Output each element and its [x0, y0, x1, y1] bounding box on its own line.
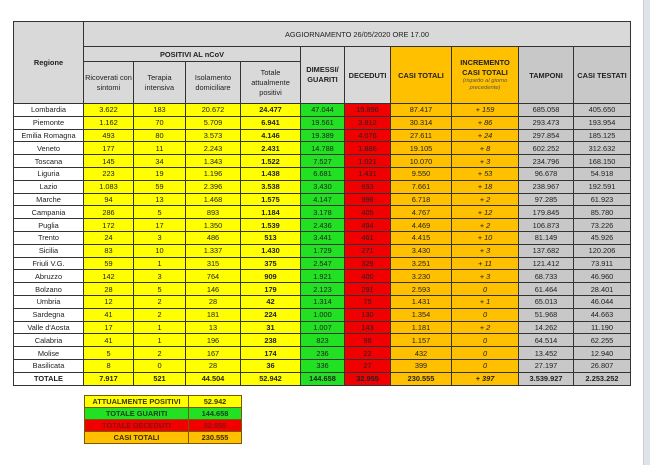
cell-casi-totali: 3.251	[391, 257, 452, 270]
cell-terapia: 13	[134, 193, 186, 206]
cell-regione: Lazio	[14, 180, 84, 193]
cell-ricoverati: 94	[84, 193, 134, 206]
cell-ricoverati: 493	[84, 129, 134, 142]
cell-tamponi: 106.873	[519, 219, 574, 232]
table-row	[14, 142, 631, 155]
cell-totale-positivi: 224	[241, 308, 301, 321]
cell-casi-testati: 168.150	[574, 155, 631, 168]
cell-isolamento: 2.396	[186, 180, 241, 193]
summary-value: 144.658	[189, 408, 242, 420]
cell-casi-testati: 46.044	[574, 295, 631, 308]
cell-deceduti: 1.431	[345, 167, 391, 180]
cell-dimessi: 2.123	[301, 283, 345, 296]
cell-isolamento: 764	[186, 270, 241, 283]
cell-incremento: + 397	[452, 372, 519, 385]
cell-isolamento: 20.672	[186, 104, 241, 117]
cell-tamponi: 61.464	[519, 283, 574, 296]
cell-tamponi: 3.539.927	[519, 372, 574, 385]
cell-terapia: 521	[134, 372, 186, 385]
table-row	[14, 257, 631, 270]
cell-casi-testati: 193.954	[574, 116, 631, 129]
cell-ricoverati: 59	[84, 257, 134, 270]
summary-row	[85, 396, 242, 408]
cell-casi-totali: 19.105	[391, 142, 452, 155]
cell-ricoverati: 17	[84, 321, 134, 334]
cell-isolamento: 1.468	[186, 193, 241, 206]
header-regione: Regione	[14, 22, 84, 104]
cell-tamponi: 238.967	[519, 180, 574, 193]
cell-deceduti: 405	[345, 206, 391, 219]
header-ricoverati: Ricoverati con sintomi	[84, 62, 134, 104]
cell-totale-positivi: 238	[241, 334, 301, 347]
header-positivi-group: POSITIVI AL nCoV	[84, 47, 301, 62]
cell-casi-testati: 62.255	[574, 334, 631, 347]
cell-casi-totali: 1.157	[391, 334, 452, 347]
summary-box	[84, 395, 242, 444]
summary-label: TOTALE GUARITI	[85, 408, 189, 420]
header-incremento-note: (rispetto al giorno precedente)	[462, 78, 508, 91]
cell-tamponi: 137.682	[519, 244, 574, 257]
cell-isolamento: 28	[186, 359, 241, 372]
cell-totale-positivi: 1.184	[241, 206, 301, 219]
update-title: AGGIORNAMENTO 26/05/2020 ORE 17.00	[84, 22, 631, 47]
header-incremento	[452, 47, 519, 104]
cell-isolamento: 1.343	[186, 155, 241, 168]
cell-regione: Veneto	[14, 142, 84, 155]
cell-casi-totali: 3.230	[391, 270, 452, 283]
cell-dimessi: 19.561	[301, 116, 345, 129]
cell-tamponi: 179.845	[519, 206, 574, 219]
cell-deceduti: 1.021	[345, 155, 391, 168]
cell-incremento: + 11	[452, 257, 519, 270]
cell-incremento: + 3	[452, 270, 519, 283]
cell-isolamento: 1.350	[186, 219, 241, 232]
cell-dimessi: 3.441	[301, 231, 345, 244]
cell-deceduti: 996	[345, 193, 391, 206]
cell-regione: Molise	[14, 347, 84, 360]
header-tamponi: TAMPONI	[519, 47, 574, 104]
cell-tamponi: 297.854	[519, 129, 574, 142]
cell-incremento: + 18	[452, 180, 519, 193]
cell-regione: Bolzano	[14, 283, 84, 296]
header-casi-testati: CASI TESTATI	[574, 47, 631, 104]
table-row	[14, 321, 631, 334]
cell-ricoverati: 41	[84, 334, 134, 347]
cell-casi-testati: 120.206	[574, 244, 631, 257]
cell-tamponi: 293.473	[519, 116, 574, 129]
cell-casi-totali: 4.415	[391, 231, 452, 244]
cell-totale-positivi: 36	[241, 359, 301, 372]
cell-dimessi: 2.547	[301, 257, 345, 270]
cell-casi-totali: 1.181	[391, 321, 452, 334]
cell-terapia: 2	[134, 308, 186, 321]
cell-ricoverati: 1.162	[84, 116, 134, 129]
cell-isolamento: 1.196	[186, 167, 241, 180]
cell-regione: Toscana	[14, 155, 84, 168]
cell-tamponi: 234.796	[519, 155, 574, 168]
cell-dimessi: 3.430	[301, 180, 345, 193]
cell-regione: Basilicata	[14, 359, 84, 372]
table-row	[14, 167, 631, 180]
cell-ricoverati: 1.083	[84, 180, 134, 193]
cell-ricoverati: 5	[84, 347, 134, 360]
cell-ricoverati: 8	[84, 359, 134, 372]
summary-value: 230.555	[189, 432, 242, 444]
cell-incremento: + 86	[452, 116, 519, 129]
table-row	[14, 104, 631, 117]
cell-deceduti: 27	[345, 359, 391, 372]
cell-terapia: 5	[134, 206, 186, 219]
cell-ricoverati: 24	[84, 231, 134, 244]
cell-casi-testati: 73.911	[574, 257, 631, 270]
header-dimessi: DIMESSI/ GUARITI	[301, 47, 345, 104]
cell-deceduti: 329	[345, 257, 391, 270]
cell-dimessi: 47.044	[301, 104, 345, 117]
header-totale-positivi: Totale attualmente positivi	[241, 62, 301, 104]
cell-casi-testati: 28.401	[574, 283, 631, 296]
cell-deceduti: 1.886	[345, 142, 391, 155]
cell-incremento: + 10	[452, 231, 519, 244]
cell-dimessi: 1.000	[301, 308, 345, 321]
cell-casi-totali: 30.314	[391, 116, 452, 129]
cell-isolamento: 13	[186, 321, 241, 334]
cell-dimessi: 1.729	[301, 244, 345, 257]
cell-casi-testati: 26.807	[574, 359, 631, 372]
cell-totale-positivi: 52.942	[241, 372, 301, 385]
summary-row	[85, 420, 242, 432]
cell-casi-totali: 432	[391, 347, 452, 360]
cell-ricoverati: 28	[84, 283, 134, 296]
cell-regione: Piemonte	[14, 116, 84, 129]
cell-incremento: 0	[452, 283, 519, 296]
cell-tamponi: 97.285	[519, 193, 574, 206]
cell-ricoverati: 3.622	[84, 104, 134, 117]
cell-terapia: 2	[134, 295, 186, 308]
cell-incremento: + 159	[452, 104, 519, 117]
cell-isolamento: 315	[186, 257, 241, 270]
cell-dimessi: 4.147	[301, 193, 345, 206]
cell-casi-totali: 7.661	[391, 180, 452, 193]
cell-regione: Abruzzo	[14, 270, 84, 283]
cell-dimessi: 144.658	[301, 372, 345, 385]
cell-tamponi: 602.252	[519, 142, 574, 155]
cell-incremento: + 24	[452, 129, 519, 142]
cell-tamponi: 96.678	[519, 167, 574, 180]
cell-isolamento: 486	[186, 231, 241, 244]
cell-isolamento: 2.243	[186, 142, 241, 155]
cell-dimessi: 14.788	[301, 142, 345, 155]
summary-label: ATTUALMENTE POSITIVI	[85, 396, 189, 408]
cell-regione: Marche	[14, 193, 84, 206]
cell-terapia: 0	[134, 359, 186, 372]
table-row	[14, 155, 631, 168]
cell-tamponi: 14.262	[519, 321, 574, 334]
cell-casi-testati: 46.960	[574, 270, 631, 283]
cell-tamponi: 13.452	[519, 347, 574, 360]
cell-totale-positivi: 4.146	[241, 129, 301, 142]
window-edge-scrollbar	[643, 0, 650, 465]
cell-incremento: + 8	[452, 142, 519, 155]
cell-tamponi: 81.149	[519, 231, 574, 244]
cell-deceduti: 693	[345, 180, 391, 193]
cell-terapia: 10	[134, 244, 186, 257]
table-row	[14, 244, 631, 257]
cell-regione: Calabria	[14, 334, 84, 347]
cell-regione: Friuli V.G.	[14, 257, 84, 270]
cell-ricoverati: 142	[84, 270, 134, 283]
cell-incremento: 0	[452, 334, 519, 347]
cell-deceduti: 461	[345, 231, 391, 244]
cell-totale-positivi: 513	[241, 231, 301, 244]
cell-totale-positivi: 1.539	[241, 219, 301, 232]
cell-dimessi: 2.436	[301, 219, 345, 232]
cell-isolamento: 1.337	[186, 244, 241, 257]
cell-casi-totali: 6.718	[391, 193, 452, 206]
cell-tamponi: 27.197	[519, 359, 574, 372]
summary-row	[85, 432, 242, 444]
cell-regione: Puglia	[14, 219, 84, 232]
cell-regione: Umbria	[14, 295, 84, 308]
cell-regione: Trento	[14, 231, 84, 244]
cell-casi-totali: 87.417	[391, 104, 452, 117]
cell-incremento: + 3	[452, 244, 519, 257]
table-row	[14, 347, 631, 360]
cell-terapia: 17	[134, 219, 186, 232]
cell-isolamento: 44.504	[186, 372, 241, 385]
cell-casi-totali: 2.593	[391, 283, 452, 296]
cell-ricoverati: 145	[84, 155, 134, 168]
table-row	[14, 295, 631, 308]
table-row	[14, 129, 631, 142]
cell-regione: Liguria	[14, 167, 84, 180]
summary-value: 52.942	[189, 396, 242, 408]
cell-terapia: 34	[134, 155, 186, 168]
cell-terapia: 1	[134, 321, 186, 334]
cell-deceduti: 32.955	[345, 372, 391, 385]
cell-dimessi: 236	[301, 347, 345, 360]
table-row	[14, 308, 631, 321]
cell-dimessi: 3.178	[301, 206, 345, 219]
cell-terapia: 183	[134, 104, 186, 117]
cell-dimessi: 7.527	[301, 155, 345, 168]
cell-terapia: 2	[134, 347, 186, 360]
table-row	[14, 334, 631, 347]
cell-isolamento: 167	[186, 347, 241, 360]
cell-isolamento: 28	[186, 295, 241, 308]
cell-totale-positivi: 174	[241, 347, 301, 360]
cell-terapia: 1	[134, 257, 186, 270]
cell-incremento: 0	[452, 308, 519, 321]
cell-deceduti: 400	[345, 270, 391, 283]
cell-casi-totali: 399	[391, 359, 452, 372]
cell-tamponi: 64.514	[519, 334, 574, 347]
cell-ricoverati: 286	[84, 206, 134, 219]
cell-totale-positivi: 1.430	[241, 244, 301, 257]
cell-isolamento: 893	[186, 206, 241, 219]
cell-dimessi: 1.007	[301, 321, 345, 334]
table-row	[14, 270, 631, 283]
cell-regione: TOTALE	[14, 372, 84, 385]
cell-totale-positivi: 1.438	[241, 167, 301, 180]
cell-ricoverati: 172	[84, 219, 134, 232]
summary-label: TOTALE DECEDUTI	[85, 420, 189, 432]
cell-totale-positivi: 1.522	[241, 155, 301, 168]
cell-casi-testati: 44.663	[574, 308, 631, 321]
cell-totale-positivi: 375	[241, 257, 301, 270]
table-row	[14, 283, 631, 296]
cell-totale-positivi: 42	[241, 295, 301, 308]
cell-casi-testati: 11.190	[574, 321, 631, 334]
cell-terapia: 59	[134, 180, 186, 193]
cell-deceduti: 291	[345, 283, 391, 296]
header-deceduti: DECEDUTI	[345, 47, 391, 104]
cell-casi-testati: 54.918	[574, 167, 631, 180]
cell-terapia: 3	[134, 270, 186, 283]
cell-regione: Sicilia	[14, 244, 84, 257]
cell-incremento: + 53	[452, 167, 519, 180]
cell-casi-testati: 185.125	[574, 129, 631, 142]
cell-regione: Campania	[14, 206, 84, 219]
total-row	[14, 372, 631, 385]
cell-casi-totali: 9.550	[391, 167, 452, 180]
cell-regione: Sardegna	[14, 308, 84, 321]
cell-deceduti: 271	[345, 244, 391, 257]
cell-dimessi: 19.389	[301, 129, 345, 142]
cell-incremento: + 12	[452, 206, 519, 219]
cell-casi-totali: 10.070	[391, 155, 452, 168]
cell-regione: Emilia Romagna	[14, 129, 84, 142]
cell-casi-totali: 1.431	[391, 295, 452, 308]
cell-incremento: 0	[452, 359, 519, 372]
cell-terapia: 5	[134, 283, 186, 296]
table-row	[14, 206, 631, 219]
cell-totale-positivi: 179	[241, 283, 301, 296]
cell-ricoverati: 12	[84, 295, 134, 308]
cell-deceduti: 96	[345, 334, 391, 347]
cell-isolamento: 5.709	[186, 116, 241, 129]
cell-isolamento: 3.573	[186, 129, 241, 142]
cell-incremento: 0	[452, 347, 519, 360]
covid-regional-table	[13, 21, 631, 386]
summary-row	[85, 408, 242, 420]
cell-dimessi: 1.314	[301, 295, 345, 308]
cell-totale-positivi: 1.575	[241, 193, 301, 206]
cell-dimessi: 336	[301, 359, 345, 372]
cell-regione: Valle d'Aosta	[14, 321, 84, 334]
cell-deceduti: 143	[345, 321, 391, 334]
cell-casi-totali: 1.354	[391, 308, 452, 321]
cell-incremento: + 3	[452, 155, 519, 168]
cell-deceduti: 494	[345, 219, 391, 232]
cell-terapia: 3	[134, 231, 186, 244]
cell-casi-totali: 27.611	[391, 129, 452, 142]
cell-ricoverati: 41	[84, 308, 134, 321]
cell-casi-totali: 230.555	[391, 372, 452, 385]
cell-casi-totali: 3.430	[391, 244, 452, 257]
table-row	[14, 180, 631, 193]
cell-incremento: + 2	[452, 219, 519, 232]
header-isolamento: Isolamento domiciliare	[186, 62, 241, 104]
cell-ricoverati: 7.917	[84, 372, 134, 385]
cell-totale-positivi: 24.477	[241, 104, 301, 117]
cell-tamponi: 51.968	[519, 308, 574, 321]
cell-terapia: 70	[134, 116, 186, 129]
cell-casi-testati: 85.780	[574, 206, 631, 219]
cell-tamponi: 65.013	[519, 295, 574, 308]
cell-deceduti: 3.812	[345, 116, 391, 129]
cell-regione: Lombardia	[14, 104, 84, 117]
cell-dimessi: 823	[301, 334, 345, 347]
cell-totale-positivi: 909	[241, 270, 301, 283]
cell-totale-positivi: 3.538	[241, 180, 301, 193]
cell-casi-totali: 4.469	[391, 219, 452, 232]
cell-deceduti: 4.076	[345, 129, 391, 142]
cell-dimessi: 6.681	[301, 167, 345, 180]
cell-dimessi: 1.921	[301, 270, 345, 283]
cell-ricoverati: 177	[84, 142, 134, 155]
cell-totale-positivi: 31	[241, 321, 301, 334]
cell-totale-positivi: 6.941	[241, 116, 301, 129]
table-row	[14, 231, 631, 244]
cell-isolamento: 196	[186, 334, 241, 347]
cell-casi-testati: 192.591	[574, 180, 631, 193]
cell-casi-totali: 4.767	[391, 206, 452, 219]
header-casi-totali: CASI TOTALI	[391, 47, 452, 104]
cell-deceduti: 22	[345, 347, 391, 360]
table-row	[14, 359, 631, 372]
cell-deceduti: 75	[345, 295, 391, 308]
header-incremento-label: INCREMENTO CASI TOTALI	[460, 58, 510, 77]
cell-tamponi: 121.412	[519, 257, 574, 270]
cell-incremento: + 1	[452, 295, 519, 308]
table-row	[14, 116, 631, 129]
table-row	[14, 193, 631, 206]
cell-casi-testati: 45.926	[574, 231, 631, 244]
cell-deceduti: 130	[345, 308, 391, 321]
summary-label: CASI TOTALI	[85, 432, 189, 444]
cell-ricoverati: 83	[84, 244, 134, 257]
cell-incremento: + 2	[452, 193, 519, 206]
cell-deceduti: 15.896	[345, 104, 391, 117]
cell-isolamento: 146	[186, 283, 241, 296]
cell-ricoverati: 223	[84, 167, 134, 180]
cell-casi-testati: 73.226	[574, 219, 631, 232]
cell-tamponi: 685.058	[519, 104, 574, 117]
cell-casi-testati: 12.940	[574, 347, 631, 360]
cell-isolamento: 181	[186, 308, 241, 321]
cell-terapia: 80	[134, 129, 186, 142]
cell-casi-testati: 61.923	[574, 193, 631, 206]
header-terapia: Terapia intensiva	[134, 62, 186, 104]
cell-casi-testati: 312.632	[574, 142, 631, 155]
cell-incremento: + 2	[452, 321, 519, 334]
cell-casi-testati: 2.253.252	[574, 372, 631, 385]
summary-value: 32.955	[189, 420, 242, 432]
cell-tamponi: 68.733	[519, 270, 574, 283]
cell-casi-testati: 405.650	[574, 104, 631, 117]
cell-totale-positivi: 2.431	[241, 142, 301, 155]
cell-terapia: 11	[134, 142, 186, 155]
cell-terapia: 1	[134, 334, 186, 347]
cell-terapia: 19	[134, 167, 186, 180]
table-row	[14, 219, 631, 232]
